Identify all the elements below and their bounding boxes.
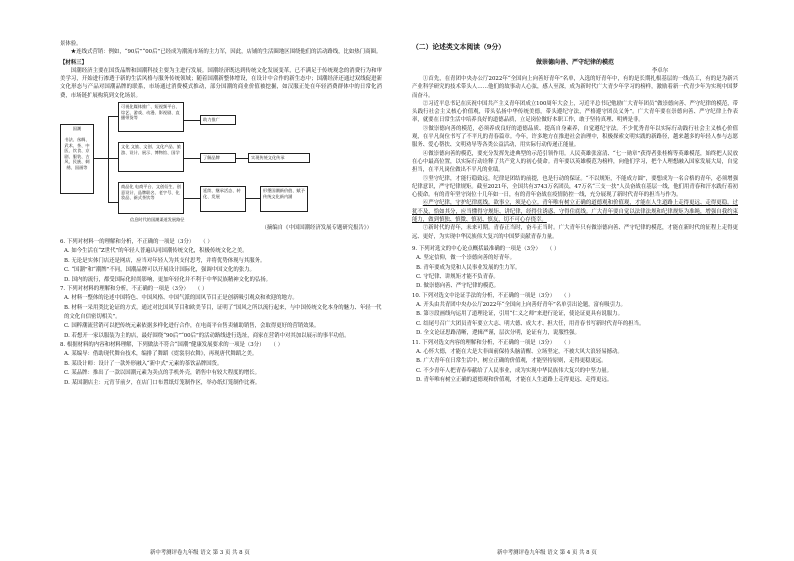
q11-option-b: B. 广大青年在日常生活中，树立正确的价值观，才能坚持原则，走得更稳更远。 xyxy=(416,358,607,365)
diagram-r2: 了解品牌 xyxy=(200,153,236,163)
article-author: 李卓尔 xyxy=(651,68,668,74)
right-column xyxy=(412,40,738,385)
material-source: （摘编自《中国国潮经济发展专题研究报告》） xyxy=(261,225,372,232)
q9-option-b: B. 青年要成为党和人民事业发展的生力军。 xyxy=(416,264,521,271)
material3-label: 【材料三】 xyxy=(60,59,87,66)
diagram-r4: 延续、继承活态、转化、发展 xyxy=(200,186,246,212)
q8-option-d: D. 某国潮店主：元宵节前夕，在店门口布置纸灯笼制作区，举办纸灯笼制作比赛。 xyxy=(64,379,261,386)
article-para-2: ②习近平总书记在庆祝中国共产主义青年团成立100周年大会上，习近平总书记勉励广大青年团员“做崇德向善、严守纪律的模范，带头践行社会主义核心价值观，带头弘扬中华传统美德，带头遵纪守法，严格遵守团员义务”。广大青年要在崇德向善、严守纪律上作表率，就要在日常生活中培养良好的道德品质，立足岗位做好本职工作，敢于坚持真理、明辨是非。 xyxy=(412,100,738,124)
section-title: （二）论述类文本阅读（9分） xyxy=(412,43,506,51)
diagram-r5: 形塑国潮新价值、赋予传统文化新内涵 xyxy=(260,186,308,212)
q11-answer-blank: （ ） xyxy=(561,339,574,346)
q9-option-c: C. 守纪律、讲规矩才能不负青春。 xyxy=(416,273,499,280)
diagram-r1: 助力推广 xyxy=(200,115,236,125)
q11-option-c: C. 不少青年人把青春奉献给了人民事业，成为实现中华民族伟大复兴的中坚力量。 xyxy=(416,367,613,374)
q9-option-a: A. 坚定信仰，做一个崇德向善的好青年。 xyxy=(416,255,515,262)
q7-option-b: B. 材料一采用类比论证的方式，通过对比国风节目和欧美节目，证明了“国风之所以流行起来，与中国传统文化本身的魅力、年轻一代的文化自信密切相关”。 xyxy=(64,304,382,320)
q10-option-c: C. 结尾号召广大团员青年要立大志、明大德、成大才、担大任，用青春书写新时代青年的担当。 xyxy=(416,320,645,327)
left-column xyxy=(60,40,382,388)
q6-option-c: C. “国潮”和“潮牌”不同，国潮品牌可以开展设计国际化，强调中国文化的张力。 xyxy=(64,267,255,274)
q11-option-d: D. 青年唯有树立正确的道德观和价值观，才能在人生道路上走得更远、走得更远。 xyxy=(416,377,613,384)
q8-stem: 8. 根据材料的内容和材料理解，下列做法不符合“国潮”健康发展要求的一项是（3分） xyxy=(60,342,265,349)
q8-answer-blank: （ ） xyxy=(270,342,283,349)
q8-option-c: C. 某品牌：推出了一款以国潮元素为卖点的手机外壳，销售中有较大程度的增长。 xyxy=(64,370,261,377)
diagram-left-box: 国潮 书法、丝绸、武术、茶、中医、饮食、京剧、服装、古风、民族、刺绣、国画等 xyxy=(60,124,94,194)
article-para-6: ⑥严守纪律，守护纪律底线。欲事立，须是心立。青年唯有树立正确的道德观和价值观，才能在人生道路上走得更远、走得更稳。过犹不及，恰如其分，应当懂得守规矩、讲纪律，经得住诱惑、守得住底线。广大青年要自觉以法律法规和纪律规矩为准绳，增强自我约束能力，做到慎独、慎微、慎初、慎友，切不可心存侥幸。 xyxy=(412,200,738,224)
guochao-diagram xyxy=(60,102,382,222)
article-para-5: ⑤坚守纪律，才能行稳致远。纪律是团结的前提，也是行动的保证。“不以规矩，不能成方圆”，要想成为一名合格的青年，必须增强纪律意识，严守纪律规矩。截至2021年，全国共有3743万名团员，47万名“三支一扶”人员奋战在基层一线，他们用青春和汗水践行着初心使命。有的青年坚守岗位十几年如一日，有的青年奋战在疫情防控一线，充分展现了新时代青年的担当与作为。 xyxy=(412,175,738,199)
diagram-r3: 实现传统文化传承 xyxy=(248,153,310,163)
left-footer: 新中考测评卷九年级 语文 第 3 页 共 8 页 xyxy=(150,550,250,556)
right-footer: 新中考测评卷九年级 语文 第 4 页 共 8 页 xyxy=(497,550,597,556)
question-10 xyxy=(412,292,738,339)
article-para-7: ⑦新时代的青年，未来可期。青春正当时，奋斗正当时。广大青年只有做崇德向善、严守纪律的模范，才能在新时代的征程上走得更远、更好，为实现中华民族伟大复兴的中国梦贡献青春力量。 xyxy=(412,225,738,240)
q10-option-a: A. 开头由共青团中央办公厅2022年“全国向上向善好青年”名单引出论题，富有吸引力。 xyxy=(416,301,626,308)
q7-option-c: C. 国粹潮流营销可以把传统元素依据多样化进行合作，在电商平台售卖辅助销售，会取得更好的营销效果。 xyxy=(64,323,320,330)
q10-option-d: D. 全文论证思路清晰，逻辑严谨，层次分明，论证有力，说服性强。 xyxy=(416,330,580,337)
article-para-4: ④做崇德向善的模范，要充分发挥先进典型的示范引领作用。人民英雄张富清、“七一勋章”获得者张桂梅等英雄模范，始终把人民放在心中最高位置，以实际行动诠释了共产党人的初心使命。青年要以英雄模范为榜样，向他们学习，把个人理想融入国家发展大局，自觉担当，在平凡岗位做出不平凡的业绩。 xyxy=(412,150,738,174)
q6-stem: 6. 下列对材料一的理解和分析，不正确的一项是（3分） xyxy=(60,239,195,246)
q8-option-b: B. 某设计师：设计了一款外形融入“新中式”元素的茶饮品牌国货。 xyxy=(64,360,223,367)
q11-option-a: A. 心怀大德，才能在大是大非面前保持头脑清醒、立场坚定，不被大风大浪轻易撼动。 xyxy=(416,348,623,355)
question-6 xyxy=(60,238,382,285)
intro-line-1: 景体验。 xyxy=(60,41,82,47)
q11-stem: 11. 下列对选文内容的理解和分析，不正确的一项是（3分） xyxy=(412,339,556,346)
diagram-top-box: 可视化媒体推广、短视频平台、综艺、游戏、动漫、影视剧、直播带货等 xyxy=(118,102,184,132)
question-8 xyxy=(60,341,382,388)
article-para-1: ①首先，在青团中央办公厅2022年“全国向上向善好青年”名单，入选的好青年中，有的是长期扎根基层的一线员工，有的是为新兴产业科学研究的技术带头人……他们的故事动人心弦，感人至深，成为新时代广大青少年学习的榜样，激励着新一代青少年为实现中国梦而奋斗。 xyxy=(412,76,738,99)
q6-option-d: D. 国内的流行，都受国际化时尚影响，更加年轻化并不利于中华民族精神文化的弘扬。 xyxy=(64,276,272,283)
q6-option-b: B. 无论是实体门店还是网店，应当对年轻人为其支付思考，并将优势体现与其服务。 xyxy=(64,257,266,264)
article-title: 做崇德向善、严守纪律的模范 xyxy=(535,59,614,66)
diagram-bottom-box: 商品化 电商平台、文创衍生、创意设计、品牌联名、老字号、化妆品、新式茶饮等 xyxy=(118,182,184,214)
q7-stem: 7. 下列对材料的理解和分析，不正确的一项是（3分） xyxy=(60,285,189,292)
q7-option-d: D. 若想开一家以服装为主的店，最好围绕“90后”“00后”的活动路线进行选址，商家在营销中对其加以展示的事半功倍。 xyxy=(64,332,350,339)
question-7 xyxy=(60,285,382,341)
question-11 xyxy=(412,339,738,386)
q9-answer-blank: （ ） xyxy=(546,245,560,252)
question-9 xyxy=(412,245,738,292)
q6-option-a: A. 如今生活在“Z世代”的年轻人普遍认同国潮传统文化，积极传统文化之美。 xyxy=(64,248,248,255)
q7-option-a: A. 材料一整体的论述中国特色、中国风格、中国气派的国风节目正是创新吸引观众和欢迎的地方。 xyxy=(64,295,298,302)
intro-line-2: ★连线式营销：例如，“90后”“00后”已经成为潮流市场的主力军，因此，店铺的生活圈地区围绕他们的活动路线，比如热门商圈。 xyxy=(70,49,382,56)
q10-option-b: B. 第③段画线句运用了道理论证，引用“仁义之师”来进行论证，使论证更具有说服力。 xyxy=(416,311,623,318)
q6-answer-blank: （ ） xyxy=(200,239,213,246)
diagram-mid-box: 文化 文旅、文创、文化产品、旅游、设计、展示、博物馆、国学 xyxy=(118,142,184,172)
q7-answer-blank: （ ） xyxy=(194,285,208,292)
q10-answer-blank: （ ） xyxy=(561,292,574,299)
article-para-3: ③做崇德向善的模范，必须养成良好的道德品质、提高自身素养，自觉遵纪守法。不少优秀青年以实际行动践行社会主义核心价值观，在平凡岗位书写了不平凡的青春篇章。今年，许多地方在推进社会治理中，积极探索文明实践的新路径，越来越多的年轻人参与志愿服务、爱心帮扶、文明劝导等各类公益活动，用实际行动传递正能量。 xyxy=(412,125,738,149)
q8-option-a: A. 某编导：借助现代舞台技术，编排了舞蹈《霓裳羽衣舞》，再现唐代舞蹈之美。 xyxy=(64,351,258,358)
material3-text: 国潮经济主要在国货品牌和国潮科技主要为主进行发展。国潮经济既达到传统文化发展变革，已不满足于传统观念的消费行为和审美学习，开始进行渗透于新的生活风格与服务传统领域；随着国潮新整体增设，在设计中合作的新生态中；国潮经济还通过双线促进新文化形态与产品对国潮品牌的联系，市场通过消费模式推动，部分国潮的商业价值被挖掘，如汉服正处在年轻消费群体中的日常化消费，市场链扩展构筑到文化场景。 xyxy=(60,67,382,99)
q9-stem: 9. 下列对选文的中心论点概括最准确的一项是（3分） xyxy=(412,245,541,252)
q9-option-d: D. 做崇德向善、严守纪律的模范。 xyxy=(416,283,500,290)
q10-stem: 10. 下列对选文中论证手法的分析，不正确的一项是（3分） xyxy=(412,292,556,299)
diagram-caption: 信息时代的国潮渠道发展路径 xyxy=(130,217,185,223)
